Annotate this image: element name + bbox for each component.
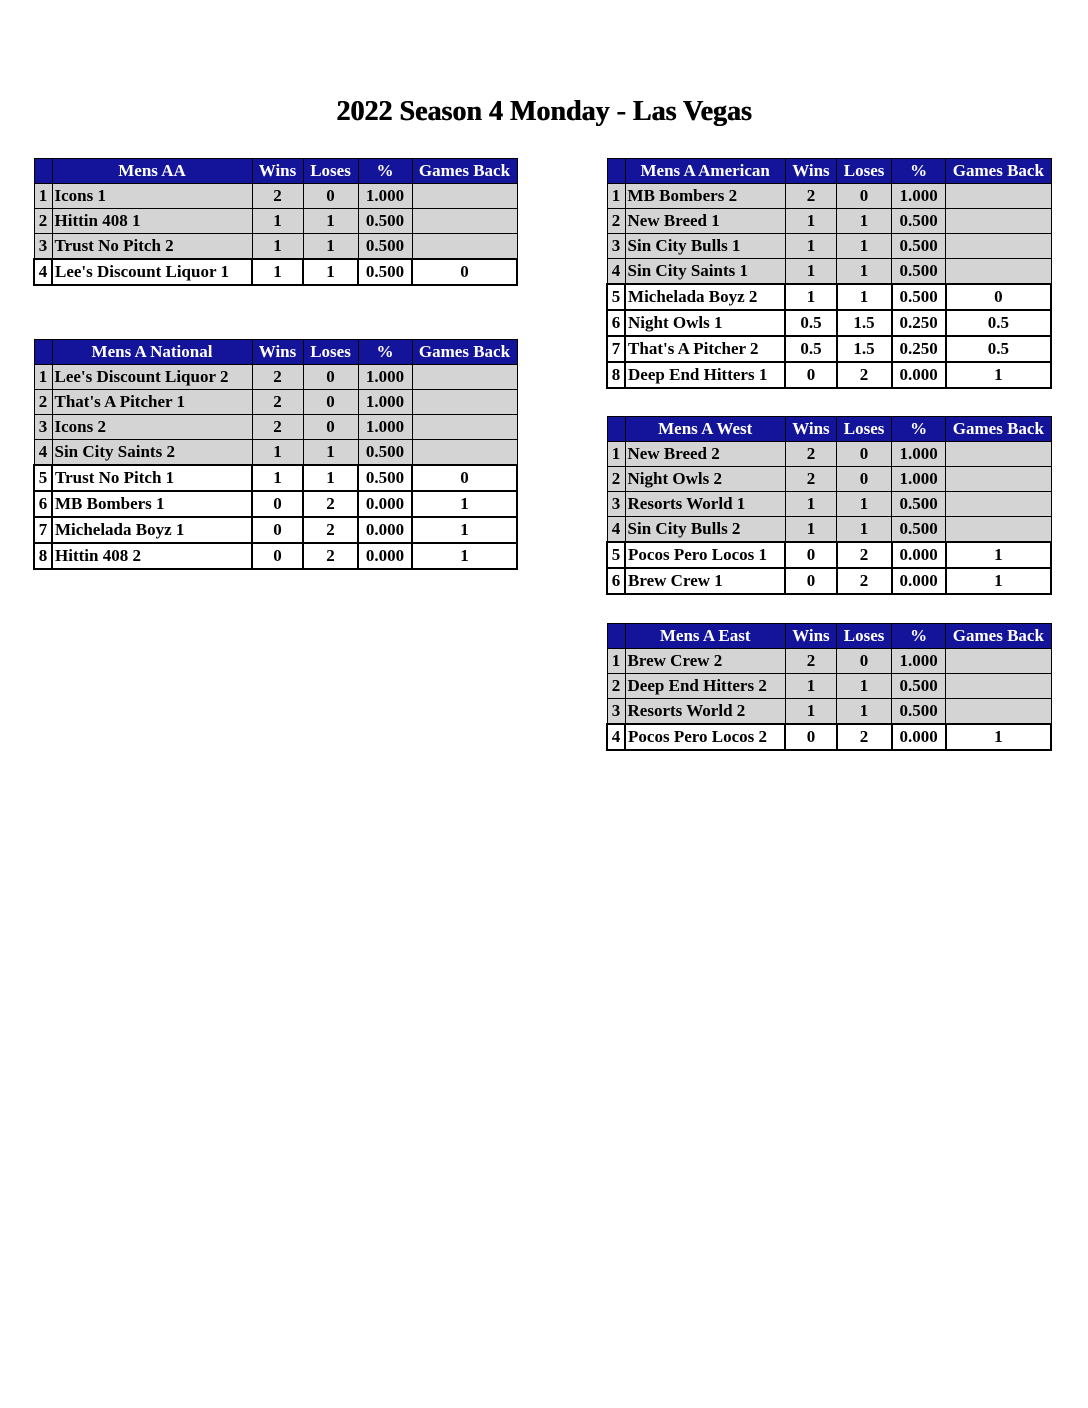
- table-row: [607, 467, 1051, 492]
- team-name: Icons 2: [52, 415, 252, 440]
- wins-cell: 0: [785, 362, 836, 388]
- loses-cell: 2: [837, 724, 892, 750]
- games-back-cell: [946, 259, 1051, 285]
- team-name: New Breed 1: [625, 209, 785, 234]
- rank-cell: 1: [34, 184, 52, 209]
- wins-cell: 1: [785, 517, 836, 543]
- table-row: [34, 465, 517, 491]
- division-table-mens-a-west: [606, 416, 1052, 595]
- rank-cell: 8: [34, 543, 52, 569]
- loses-cell: 1: [837, 284, 892, 310]
- loses-cell: 1: [837, 259, 892, 285]
- games-back-cell: [412, 209, 517, 234]
- team-name: New Breed 2: [625, 442, 785, 467]
- loses-cell: 0: [303, 415, 358, 440]
- rank-cell: 6: [34, 491, 52, 517]
- pct-cell: 0.500: [892, 492, 946, 517]
- wins-header: Wins: [785, 159, 836, 184]
- games-back-cell: 1: [412, 491, 517, 517]
- pct-header: %: [358, 340, 412, 365]
- games-back-cell: 1: [412, 543, 517, 569]
- pct-cell: 1.000: [892, 467, 946, 492]
- rank-cell: 6: [607, 568, 625, 594]
- loses-cell: 0: [837, 442, 892, 467]
- wins-cell: 0.5: [785, 310, 836, 336]
- wins-cell: 1: [785, 284, 836, 310]
- games-back-cell: 1: [946, 724, 1051, 750]
- loses-cell: 1: [837, 492, 892, 517]
- team-name: Pocos Pero Locos 1: [625, 542, 785, 568]
- team-name: MB Bombers 2: [625, 184, 785, 209]
- rank-cell: 3: [607, 492, 625, 517]
- loses-cell: 2: [837, 568, 892, 594]
- games-back-cell: [946, 699, 1051, 725]
- pct-cell: 0.500: [358, 465, 412, 491]
- pct-cell: 0.500: [892, 674, 946, 699]
- rank-cell: 4: [607, 259, 625, 285]
- rank-cell: 2: [607, 674, 625, 699]
- loses-cell: 0: [303, 390, 358, 415]
- table-row: [34, 543, 517, 569]
- table-row: [34, 517, 517, 543]
- rank-header: [607, 624, 625, 649]
- wins-cell: 0: [252, 543, 303, 569]
- rank-cell: 6: [607, 310, 625, 336]
- loses-cell: 1: [303, 465, 358, 491]
- table-row: [34, 390, 517, 415]
- loses-cell: 1: [837, 209, 892, 234]
- team-name: Sin City Bulls 1: [625, 234, 785, 259]
- table-row: [34, 234, 517, 260]
- pct-cell: 0.500: [358, 259, 412, 285]
- table-row: [607, 442, 1051, 467]
- wins-header: Wins: [252, 159, 303, 184]
- loses-cell: 1: [837, 517, 892, 543]
- rank-cell: 1: [607, 649, 625, 674]
- table-row: [607, 699, 1051, 725]
- wins-cell: 1: [785, 674, 836, 699]
- pct-header: %: [892, 624, 946, 649]
- wins-cell: 0.5: [785, 336, 836, 362]
- loses-cell: 1: [837, 674, 892, 699]
- pct-cell: 0.500: [892, 234, 946, 259]
- loses-header: Loses: [837, 624, 892, 649]
- table-row: [607, 542, 1051, 568]
- loses-cell: 1: [303, 440, 358, 466]
- games-back-cell: [946, 234, 1051, 259]
- loses-cell: 2: [303, 491, 358, 517]
- table-header-row: [34, 159, 517, 184]
- games-back-cell: [946, 209, 1051, 234]
- games-back-header: Games Back: [946, 159, 1051, 184]
- rank-cell: 4: [607, 517, 625, 543]
- rank-header: [34, 159, 52, 184]
- table-row: [607, 284, 1051, 310]
- rank-cell: 2: [607, 467, 625, 492]
- team-name: Lee's Discount Liquor 1: [52, 259, 252, 285]
- rank-cell: 8: [607, 362, 625, 388]
- rank-cell: 3: [34, 415, 52, 440]
- loses-cell: 1.5: [837, 310, 892, 336]
- pct-cell: 0.500: [892, 259, 946, 285]
- division-name: Mens A American: [625, 159, 785, 184]
- team-name: Michelada Boyz 1: [52, 517, 252, 543]
- games-back-cell: [946, 649, 1051, 674]
- games-back-cell: [946, 492, 1051, 517]
- pct-cell: 0.500: [358, 209, 412, 234]
- wins-cell: 0: [785, 542, 836, 568]
- pct-cell: 1.000: [358, 390, 412, 415]
- pct-cell: 1.000: [358, 415, 412, 440]
- rank-cell: 2: [34, 390, 52, 415]
- loses-cell: 0: [303, 365, 358, 390]
- pct-cell: 0.000: [358, 543, 412, 569]
- loses-cell: 2: [303, 543, 358, 569]
- loses-header: Loses: [837, 417, 892, 442]
- rank-cell: 5: [607, 542, 625, 568]
- pct-cell: 0.500: [358, 234, 412, 260]
- pct-cell: 1.000: [358, 365, 412, 390]
- loses-cell: 2: [837, 542, 892, 568]
- team-name: Brew Crew 1: [625, 568, 785, 594]
- page-title: 2022 Season 4 Monday - Las Vegas: [336, 96, 752, 127]
- games-back-cell: [946, 184, 1051, 209]
- table-row: [34, 365, 517, 390]
- wins-cell: 2: [785, 649, 836, 674]
- loses-cell: 2: [837, 362, 892, 388]
- rank-cell: 7: [607, 336, 625, 362]
- team-name: Night Owls 1: [625, 310, 785, 336]
- loses-cell: 2: [303, 517, 358, 543]
- team-name: Hittin 408 1: [52, 209, 252, 234]
- team-name: Sin City Bulls 2: [625, 517, 785, 543]
- team-name: Trust No Pitch 1: [52, 465, 252, 491]
- pct-cell: 0.000: [358, 491, 412, 517]
- wins-cell: 2: [785, 442, 836, 467]
- games-back-cell: [946, 467, 1051, 492]
- games-back-cell: [946, 517, 1051, 543]
- games-back-cell: [412, 234, 517, 260]
- games-back-header: Games Back: [946, 417, 1051, 442]
- table-row: [607, 568, 1051, 594]
- loses-cell: 1.5: [837, 336, 892, 362]
- games-back-header: Games Back: [946, 624, 1051, 649]
- wins-cell: 2: [252, 415, 303, 440]
- wins-header: Wins: [252, 340, 303, 365]
- team-name: That's A Pitcher 1: [52, 390, 252, 415]
- games-back-cell: 0.5: [946, 336, 1051, 362]
- wins-cell: 1: [252, 259, 303, 285]
- rank-cell: 5: [607, 284, 625, 310]
- rank-cell: 3: [607, 234, 625, 259]
- team-name: Deep End Hitters 1: [625, 362, 785, 388]
- pct-header: %: [892, 417, 946, 442]
- loses-cell: 0: [837, 467, 892, 492]
- team-name: Night Owls 2: [625, 467, 785, 492]
- table-row: [607, 209, 1051, 234]
- rank-cell: 3: [34, 234, 52, 260]
- table-row: [34, 491, 517, 517]
- wins-cell: 0: [785, 724, 836, 750]
- loses-header: Loses: [837, 159, 892, 184]
- wins-header: Wins: [785, 417, 836, 442]
- rank-cell: 2: [34, 209, 52, 234]
- table-row: [607, 362, 1051, 388]
- division-table-mens-a-east: [606, 623, 1052, 751]
- team-name: Pocos Pero Locos 2: [625, 724, 785, 750]
- wins-cell: 1: [252, 209, 303, 234]
- wins-cell: 0: [785, 568, 836, 594]
- team-name: MB Bombers 1: [52, 491, 252, 517]
- table-header-row: [607, 159, 1051, 184]
- wins-cell: 1: [785, 234, 836, 259]
- rank-header: [34, 340, 52, 365]
- rank-cell: 4: [34, 259, 52, 285]
- loses-cell: 1: [303, 209, 358, 234]
- games-back-cell: [412, 415, 517, 440]
- games-back-cell: [412, 390, 517, 415]
- division-name: Mens A East: [625, 624, 785, 649]
- wins-cell: 1: [785, 492, 836, 517]
- pct-cell: 1.000: [892, 442, 946, 467]
- table-row: [34, 259, 517, 285]
- pct-cell: 0.000: [892, 362, 946, 388]
- team-name: Michelada Boyz 2: [625, 284, 785, 310]
- loses-cell: 0: [837, 649, 892, 674]
- games-back-cell: 1: [946, 568, 1051, 594]
- team-name: That's A Pitcher 2: [625, 336, 785, 362]
- loses-header: Loses: [303, 340, 358, 365]
- pct-cell: 0.500: [892, 517, 946, 543]
- wins-header: Wins: [785, 624, 836, 649]
- games-back-cell: 0: [412, 259, 517, 285]
- loses-cell: 1: [837, 234, 892, 259]
- division-table-mens-aa: [33, 158, 518, 286]
- division-name: Mens AA: [52, 159, 252, 184]
- pct-cell: 0.250: [892, 336, 946, 362]
- loses-cell: 1: [303, 259, 358, 285]
- pct-cell: 0.000: [892, 542, 946, 568]
- rank-cell: 5: [34, 465, 52, 491]
- wins-cell: 0: [252, 517, 303, 543]
- games-back-cell: 0.5: [946, 310, 1051, 336]
- wins-cell: 1: [252, 234, 303, 260]
- pct-header: %: [892, 159, 946, 184]
- wins-cell: 2: [785, 467, 836, 492]
- games-back-cell: [412, 184, 517, 209]
- team-name: Icons 1: [52, 184, 252, 209]
- games-back-cell: 1: [412, 517, 517, 543]
- team-name: Brew Crew 2: [625, 649, 785, 674]
- team-name: Deep End Hitters 2: [625, 674, 785, 699]
- table-row: [607, 517, 1051, 543]
- rank-cell: 7: [34, 517, 52, 543]
- wins-cell: 2: [785, 184, 836, 209]
- games-back-header: Games Back: [412, 340, 517, 365]
- rank-cell: 2: [607, 209, 625, 234]
- table-row: [607, 259, 1051, 285]
- rank-header: [607, 159, 625, 184]
- pct-cell: 0.500: [892, 209, 946, 234]
- table-row: [607, 234, 1051, 259]
- team-name: Sin City Saints 2: [52, 440, 252, 466]
- games-back-cell: 0: [412, 465, 517, 491]
- pct-cell: 1.000: [892, 184, 946, 209]
- wins-cell: 2: [252, 184, 303, 209]
- rank-header: [607, 417, 625, 442]
- pct-header: %: [358, 159, 412, 184]
- team-name: Hittin 408 2: [52, 543, 252, 569]
- team-name: Lee's Discount Liquor 2: [52, 365, 252, 390]
- loses-header: Loses: [303, 159, 358, 184]
- table-header-row: [607, 417, 1051, 442]
- games-back-cell: 0: [946, 284, 1051, 310]
- games-back-cell: [946, 674, 1051, 699]
- loses-cell: 1: [303, 234, 358, 260]
- table-header-row: [34, 340, 517, 365]
- games-back-cell: 1: [946, 542, 1051, 568]
- pct-cell: 1.000: [892, 649, 946, 674]
- wins-cell: 2: [252, 390, 303, 415]
- table-header-row: [607, 624, 1051, 649]
- table-row: [607, 184, 1051, 209]
- division-name: Mens A West: [625, 417, 785, 442]
- rank-cell: 3: [607, 699, 625, 725]
- team-name: Resorts World 1: [625, 492, 785, 517]
- rank-cell: 1: [607, 442, 625, 467]
- pct-cell: 0.250: [892, 310, 946, 336]
- team-name: Trust No Pitch 2: [52, 234, 252, 260]
- division-table-mens-a-national: [33, 339, 518, 570]
- pct-cell: 0.500: [892, 284, 946, 310]
- wins-cell: 1: [252, 465, 303, 491]
- wins-cell: 1: [785, 699, 836, 725]
- wins-cell: 1: [785, 209, 836, 234]
- table-row: [34, 184, 517, 209]
- table-row: [607, 674, 1051, 699]
- loses-cell: 1: [837, 699, 892, 725]
- pct-cell: 0.500: [358, 440, 412, 466]
- division-name: Mens A National: [52, 340, 252, 365]
- table-row: [607, 336, 1051, 362]
- games-back-cell: [946, 442, 1051, 467]
- pct-cell: 0.000: [892, 568, 946, 594]
- team-name: Sin City Saints 1: [625, 259, 785, 285]
- loses-cell: 0: [837, 184, 892, 209]
- division-table-mens-a-american: [606, 158, 1052, 389]
- pct-cell: 0.500: [892, 699, 946, 725]
- rank-cell: 1: [607, 184, 625, 209]
- pct-cell: 1.000: [358, 184, 412, 209]
- wins-cell: 0: [252, 491, 303, 517]
- wins-cell: 1: [252, 440, 303, 466]
- table-row: [34, 209, 517, 234]
- table-row: [34, 415, 517, 440]
- table-row: [607, 724, 1051, 750]
- rank-cell: 4: [34, 440, 52, 466]
- rank-cell: 1: [34, 365, 52, 390]
- pct-cell: 0.000: [358, 517, 412, 543]
- pct-cell: 0.000: [892, 724, 946, 750]
- games-back-cell: [412, 365, 517, 390]
- wins-cell: 2: [252, 365, 303, 390]
- wins-cell: 1: [785, 259, 836, 285]
- games-back-cell: [412, 440, 517, 466]
- table-row: [34, 440, 517, 466]
- team-name: Resorts World 2: [625, 699, 785, 725]
- loses-cell: 0: [303, 184, 358, 209]
- rank-cell: 4: [607, 724, 625, 750]
- table-row: [607, 649, 1051, 674]
- games-back-cell: 1: [946, 362, 1051, 388]
- table-row: [607, 310, 1051, 336]
- games-back-header: Games Back: [412, 159, 517, 184]
- table-row: [607, 492, 1051, 517]
